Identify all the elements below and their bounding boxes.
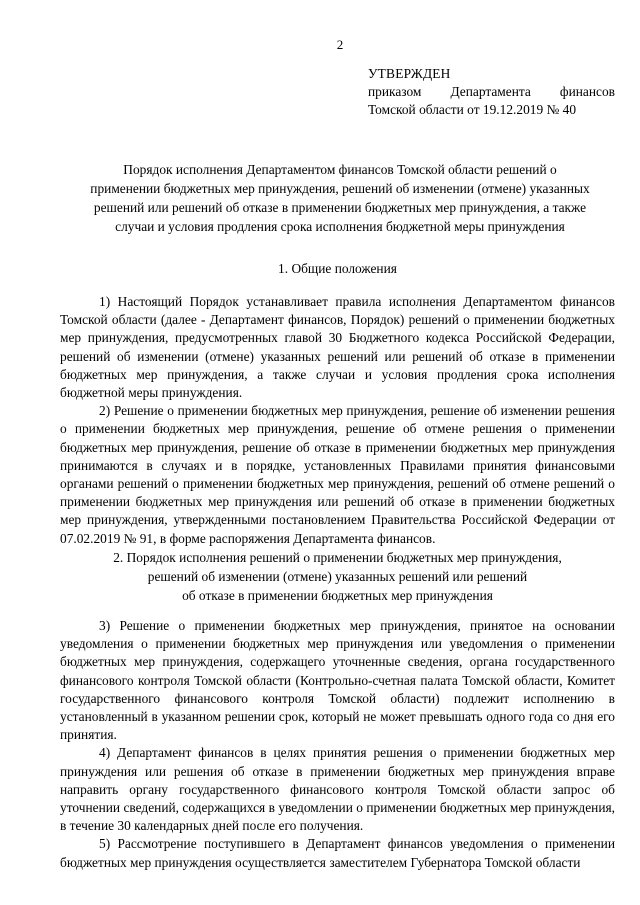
approval-order-fin: финансов <box>559 84 615 99</box>
approval-order-word: приказом <box>368 84 422 99</box>
page-number: 2 <box>336 37 344 52</box>
approval-order-date: Томской области от 19.12.2019 № 40 <box>368 102 577 117</box>
section-1-heading: 1. Общие положения <box>278 261 397 276</box>
section-2-heading <box>60 548 615 605</box>
paragraph-4: 4) Департамент финансов в целях принятия решения о применении бюджетных мер принуждения или решения об отказе в применении бюджетных мер принуждения вправе направить органу государственного финансового контроля Томской области запрос об уточнении сведений, содержащихся в уведомлении о применении бюджетных мер принуждения, в течение 30 календарных дней после его получения. <box>60 745 615 834</box>
approval-stamp <box>368 65 615 119</box>
paragraph-5: 5) Рассмотрение поступившего в Департамент финансов уведомления о применении бюджетных мер принуждения осуществляется заместителем Губернатора Томской области <box>60 836 615 870</box>
section-2-heading-line-2: решений об изменении (отмене) указанных решений или решений <box>147 569 528 584</box>
document-title: Порядок исполнения Департаментом финансов Томской области решений о применении бюджетных мер принуждения, решений об изменении (отмене) указанных решений или решений об отказе в применении бюджетных мер принуждения, а также случаи и условия продления срока исполнения бюджетной меры принуждения <box>90 162 590 234</box>
approval-status: УТВЕРЖДЕН <box>368 66 451 81</box>
paragraph-1: 1) Настоящий Порядок устанавливает правила исполнения Департаментом финансов Томской области (далее - Департамент финансов, Порядок) решений о применении бюджетных мер принуждения, предусмотренных главой 30 Бюджетного кодекса Российской Федерации, решений об изменении (отмене) указанных решений или решений об отказе в применении бюджетных мер принуждения, а также случаи и условия продления срока исполнения бюджетной меры принуждения. <box>60 294 615 401</box>
section-2-heading-line-3: об отказе в применении бюджетных мер принуждения <box>182 588 493 603</box>
section-2-body <box>60 617 615 872</box>
paragraph-3: 3) Решение о применении бюджетных мер принуждения, принятое на основании уведомления о применении бюджетных мер принуждения или уведомления о применении бюджетных мер принуждения, содержащего уточненные сведения, органа государственного финансового контроля Томской области (Контрольно-счетная палата Томской области, Комитет государственного финансового контроля Томской области) подлежит исполнению в установленный в указанном решении срок, который не может превышать одного года со дня его принятия. <box>60 618 615 743</box>
approval-order-dept: Департамента <box>450 84 531 99</box>
paragraph-2: 2) Решение о применении бюджетных мер принуждения, решение об изменении решения о применении бюджетных мер принуждения, решение об отмене решения о применении бюджетных мер принуждения, решение об отказе в применении бюджетных мер принуждения принимаются в случаях и в порядке, установленных Правилами принятия финансовыми органами решений о применении бюджетных мер принуждения, решений об отмене решений о применении бюджетных мер принуждения или решений об отказе в применении бюджетных мер принуждения, утвержденными постановлением Правительства Российской Федерации от 07.02.2019 № 91, в форме распоряжения Департамента финансов. <box>60 403 615 546</box>
section-1-body <box>60 293 615 548</box>
approval-order-line <box>368 83 615 101</box>
section-2-heading-line-1: 2. Порядок исполнения решений о применении бюджетных мер принуждения, <box>113 550 562 565</box>
